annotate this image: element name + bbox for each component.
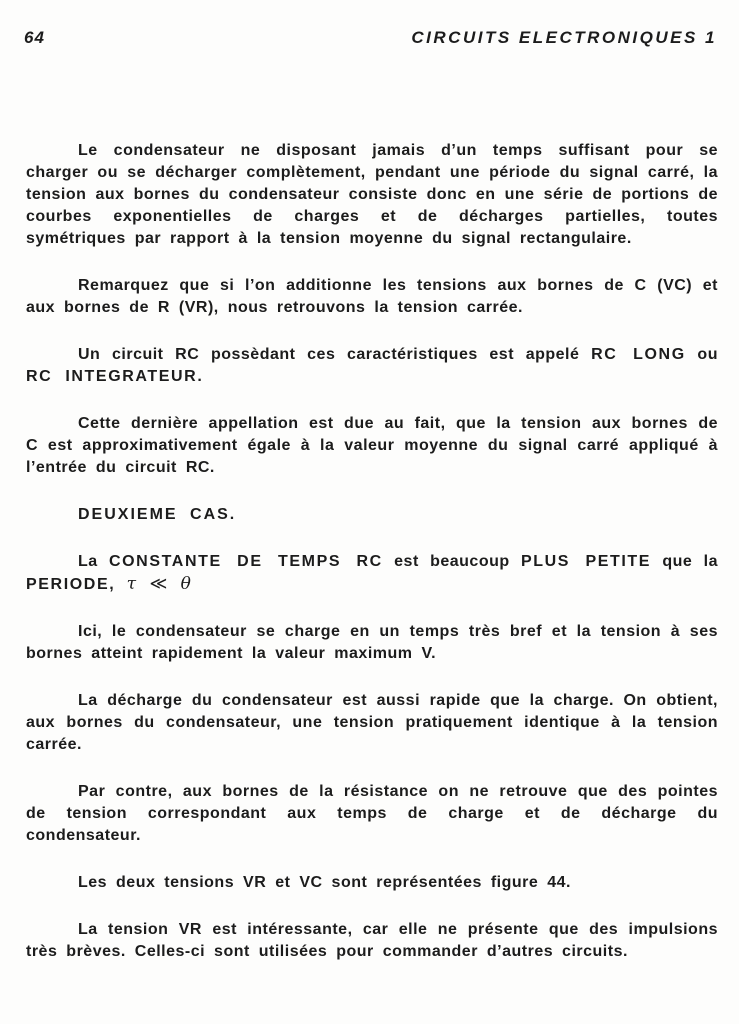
paragraph-text: La [78,553,109,570]
paragraph: La décharge du condensateur est aussi rapide que la charge. On obtient, aux bornes du condensateur, une tension pratiquement identique à la tension carrée. [26,692,718,753]
emphasis-caps: CONSTANTE DE TEMPS RC [108,553,383,570]
paragraph-text: Un circuit RC possèdant ces caractéristiques est appelé [78,346,592,363]
paragraph-text: ou [685,346,718,363]
math-formula: τ ≪ θ [115,574,193,594]
paragraph [26,344,718,388]
paragraph-text: est beaucoup [382,553,521,570]
paragraph [26,551,718,596]
paragraph: Les deux tensions VR et VC sont représentées figure 44. [78,874,571,891]
paragraph-text: que la [651,553,718,570]
running-title: CIRCUITS ELECTRONIQUES 1 [411,28,717,47]
paragraph: Remarquez que si l’on additionne les tensions aux bornes de C (VC) et aux bornes de R (VR), nous retrouvons la tension carrée. [26,277,718,316]
page-body [26,140,718,988]
emphasis-caps: PERIODE, [26,576,116,593]
paragraph: Ici, le condensateur se charge en un temps très bref et la tension à ses bornes atteint rapidement la valeur maximum V. [26,623,718,662]
emphasis-caps: RC INTEGRATEUR. [26,368,204,385]
paragraph: Par contre, aux bornes de la résistance on ne retrouve que des pointes de tension correspondant aux temps de charge et de décharge du condensateur. [26,783,718,844]
paragraph: Cette dernière appellation est due au fait, que la tension aux bornes de C est approximativement égale à la valeur moyenne du signal carré appliqué à l’entrée du circuit RC. [26,415,718,476]
section-heading-text: DEUXIEME CAS. [78,506,237,523]
emphasis-caps: PLUS PETITE [520,553,652,570]
page-number: 64 [24,28,45,47]
paragraph: Le condensateur ne disposant jamais d’un temps suffisant pour se charger ou se décharger complètement, pendant une période du signal carré, la tension aux bornes du condensateur consiste donc en une série de portions de courbes exponentielles de charges et de décharges partielles, toutes symétriques par rapport à la tension moyenne du signal rectangulaire. [26,142,718,247]
section-heading [26,504,718,526]
emphasis-caps: RC LONG [591,346,686,363]
paragraph: La tension VR est intéressante, car elle ne présente que des impulsions très brèves. Celles-ci sont utilisées pour commander d’autres circuits. [26,921,718,960]
page-header [24,28,717,48]
